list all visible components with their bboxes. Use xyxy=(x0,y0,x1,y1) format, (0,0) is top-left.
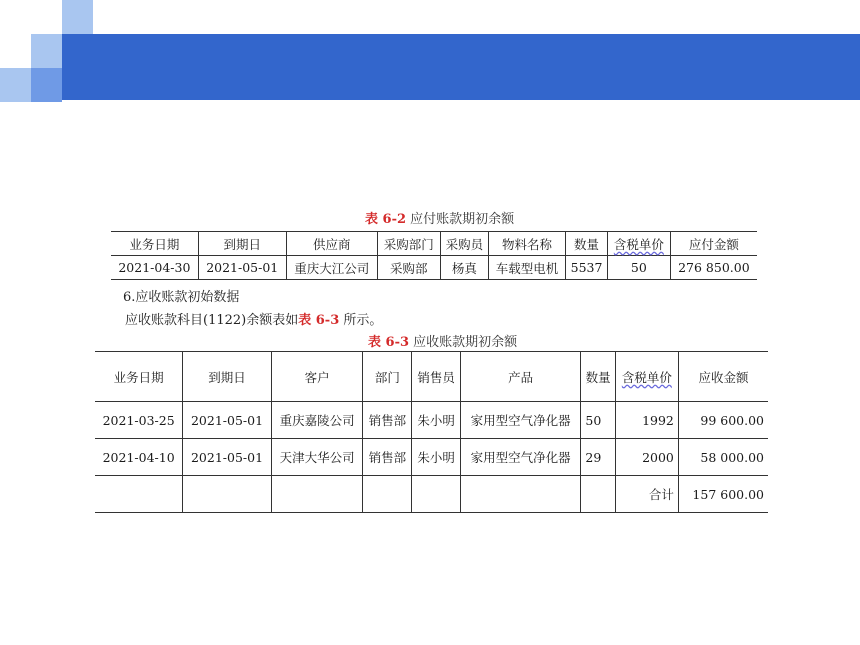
cell: 销售部 xyxy=(363,439,412,476)
cell: 朱小明 xyxy=(412,402,461,439)
total-label: 合计 xyxy=(615,476,678,513)
cell: 2000 xyxy=(615,439,678,476)
header-cell: 部门 xyxy=(363,352,412,402)
cell xyxy=(95,476,183,513)
cell: 29 xyxy=(581,439,615,476)
cell: 采购部 xyxy=(377,256,440,280)
section-text-prefix: 应收账款科目(1122)余额表如 xyxy=(125,313,299,328)
table-header-row xyxy=(95,352,768,402)
header-cell: 数量 xyxy=(581,352,615,402)
header-cell: 业务日期 xyxy=(113,369,164,385)
cell xyxy=(183,476,271,513)
table1-caption-text: 应付账款期初余额 xyxy=(410,212,515,227)
cell: 重庆大江公司 xyxy=(286,256,377,280)
cell: 2021-05-01 xyxy=(183,439,271,476)
cell: 车载型电机 xyxy=(489,256,566,280)
cell: 杨真 xyxy=(440,256,488,280)
header-cell: 采购员 xyxy=(440,232,488,256)
cell: 2021-05-01 xyxy=(198,256,286,280)
cell: 2021-05-01 xyxy=(183,402,271,439)
payables-table xyxy=(111,231,757,280)
cell xyxy=(460,476,580,513)
table-total-row xyxy=(95,476,768,513)
table-row xyxy=(95,402,768,439)
table2-caption-number: 表 6-3 xyxy=(368,335,410,350)
receivables-table xyxy=(95,351,768,513)
cell xyxy=(363,476,412,513)
cell: 销售部 xyxy=(363,402,412,439)
header-cell: 业务日期 xyxy=(111,232,198,256)
header-cell: 供应商 xyxy=(286,232,377,256)
cell: 重庆嘉陵公司 xyxy=(271,402,363,439)
header-cell: 物料名称 xyxy=(489,232,566,256)
table2-caption-text: 应收账款期初余额 xyxy=(413,335,518,350)
total-value: 157 600.00 xyxy=(678,476,768,513)
cell: 家用型空气净化器 xyxy=(460,439,580,476)
header-cell: 销售员 xyxy=(412,352,461,402)
cell: 2021-04-10 xyxy=(95,439,183,476)
cell xyxy=(581,476,615,513)
cell xyxy=(412,476,461,513)
cell: 朱小明 xyxy=(412,439,461,476)
cell xyxy=(271,476,363,513)
section-text-suffix: 所示。 xyxy=(343,313,383,328)
header-cell: 到期日 xyxy=(183,352,271,402)
header-cell: 应付金额 xyxy=(670,232,757,256)
cell: 5537 xyxy=(566,256,608,280)
header-cell: 客户 xyxy=(271,352,363,402)
header-cell: 采购部门 xyxy=(377,232,440,256)
header-cell: 应收金额 xyxy=(678,352,768,402)
header-cell: 数量 xyxy=(566,232,608,256)
cell: 1992 xyxy=(615,402,678,439)
deco-square xyxy=(0,68,31,102)
section-text xyxy=(125,309,382,328)
table-row xyxy=(95,439,768,476)
header-cell: 含税单价 xyxy=(608,232,671,256)
header-cell: 含税单价 xyxy=(615,352,678,402)
cell: 50 xyxy=(608,256,671,280)
cell: 2021-04-30 xyxy=(118,260,191,275)
table1-caption-number: 表 6-2 xyxy=(365,212,407,227)
section-heading: 6.应收账款初始数据 xyxy=(123,290,240,305)
deco-square xyxy=(31,68,62,102)
table2-caption xyxy=(368,331,517,350)
deco-square xyxy=(31,34,62,68)
cell: 276 850.00 xyxy=(670,256,757,280)
deco-square xyxy=(62,0,93,34)
table-header-row xyxy=(111,232,757,256)
table1-caption xyxy=(365,208,514,227)
header-banner xyxy=(62,34,860,100)
cell: 58 000.00 xyxy=(678,439,768,476)
table-reference-link[interactable]: 表 6-3 xyxy=(298,313,340,328)
header-cell: 到期日 xyxy=(198,232,286,256)
cell: 天津大华公司 xyxy=(271,439,363,476)
cell: 50 xyxy=(581,402,615,439)
table-row xyxy=(111,256,757,280)
cell: 家用型空气净化器 xyxy=(460,402,580,439)
cell: 2021-03-25 xyxy=(95,402,183,439)
cell: 99 600.00 xyxy=(678,402,768,439)
header-cell: 产品 xyxy=(460,352,580,402)
